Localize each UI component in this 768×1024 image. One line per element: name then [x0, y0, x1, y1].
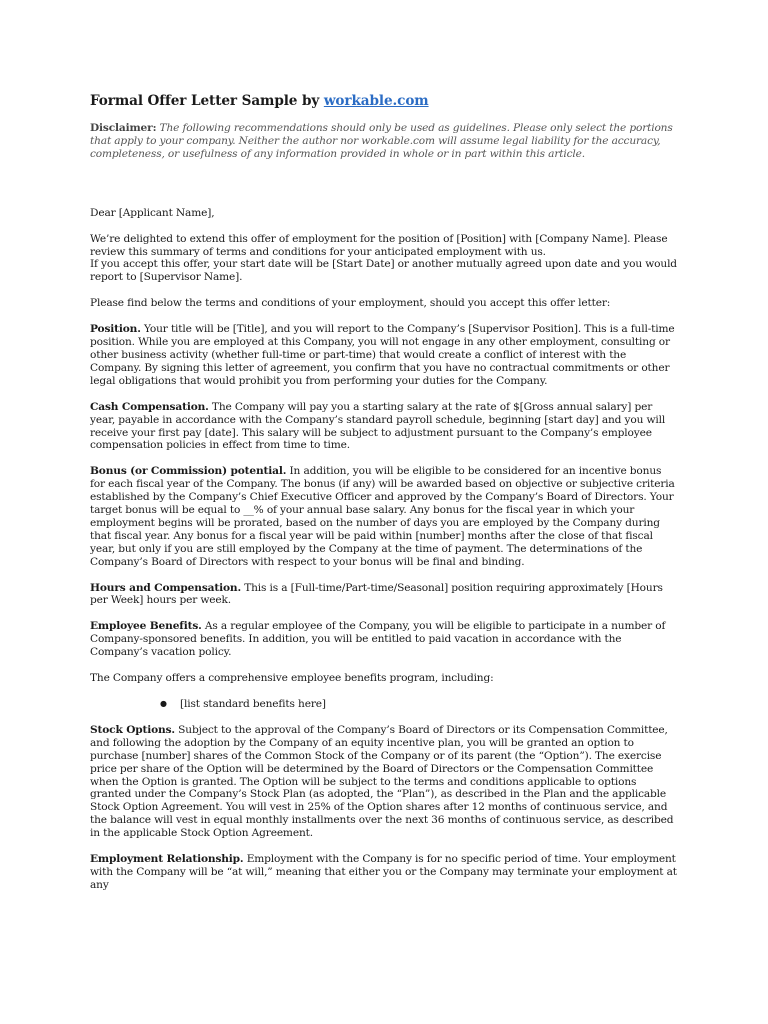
cash-compensation-section — [90, 401, 678, 453]
disclaimer-colon: : — [152, 122, 157, 134]
benefits-text: As a regular employee of the Company, you will be eligible to participate in a number of Company-sponsored benefits. In addition, you will be entitled to paid vacation in accordance with the Company’s vacation policy. — [90, 620, 666, 659]
hours-text: This is a [Full-time/Part-time/Seasonal] position requiring approximately [Hours per Week] hours per week. — [90, 581, 663, 607]
benefits-list — [90, 698, 678, 711]
list-item: ● [list standard benefits here] — [160, 698, 678, 711]
disclaimer-paragraph — [90, 122, 678, 161]
position-text: Your title will be [Title], and you will report to the Company’s [Supervisor Position]. This is a full-time position. While you are employed at this Company, you will not engage in any other employment, consulting or other business activity (whether full-time or part-time) that would create a conflict of interest with the Company. By signing this letter of agreement, you confirm that you have no contractual commitments or other legal obligations that would prohibit you from performing your duties for the Company. — [90, 323, 675, 387]
document-title — [90, 92, 678, 110]
workable-link[interactable]: workable.com — [323, 93, 429, 109]
hours-heading: Hours and Compensation. — [90, 581, 241, 594]
position-heading: Position. — [90, 323, 141, 336]
disclaimer-text: The following recommendations should only be used as guidelines. Please only select the portions that apply to your company. Neither the author nor workable.com will assume legal liability for the accuracy, completeness, or usefulness of any information provided in whole or in part within this article. — [90, 122, 673, 160]
stock-options-text: Subject to the approval of the Company’s Board of Directors or its Compensation Committee, and following the adoption by the Company of an equity incentive plan, you will be granted an option to purchase [number] shares of the Common Stock of the Company or of its parent (the “Option”). The exercise price per share of the Option will be determined by the Board of Directors or the Compensation Committee when the Option is granted. The Option will be subject to the terms and conditions applicable to options granted under the Company’s Stock Plan (as adopted, the “Plan”), as described in the Plan and the applicable Stock Option Agreement. You will vest in 25% of the Option shares after 12 months of continuous service, and the balance will vest in equal monthly installments over the next 36 months of continuous service, as described in the applicable Stock Option Agreement. — [90, 723, 674, 840]
employment-relationship-text: Employment with the Company is for no specific period of time. Your employment with the Company will be “at will,” meaning that either you or the Company may terminate your employment at any — [90, 853, 677, 891]
cash-compensation-text: The Company will pay you a starting salary at the rate of $[Gross annual salary] per year, payable in accordance with the Company’s standard payroll schedule, beginning [start day] and you will receive your first pay [date]. This salary will be subject to adjustment pursuant to the Company’s employee compensation policies in effect from time to time. — [90, 400, 666, 452]
bonus-section — [90, 465, 678, 568]
intro-paragraph: We’re delighted to extend this offer of employment for the position of [Position] with [Company Name]. Please review this summary of terms and conditions for your anticipated employment with us. — [90, 232, 668, 258]
bonus-text: In addition, you will be eligible to be considered for an incentive bonus for each fiscal year of the Company. The bonus (if any) will be awarded based on objective or subjective criteria established by the Company’s Chief Executive Officer and approved by the Company’s Board of Directors. Your target bonus will be equal to __% of your annual base salary. Any bonus for the fiscal year in which your employment begins will be prorated, based on the number of days you are employed by the Company during that fiscal year. Any bonus for a fiscal year will be paid within [number] months after the close of that fiscal year, but only if you are still employed by the Company at the time of payment. The determinations of the Company’s Board of Directors with respect to your bonus will be final and binding. — [90, 465, 675, 568]
start-date-paragraph: If you accept this offer, your start date will be [Start Date] or another mutually agreed upon date and you would report to [Supervisor Name]. — [90, 258, 677, 284]
cash-compensation-heading: Cash Compensation. — [90, 400, 209, 413]
hours-section — [90, 582, 678, 608]
stock-options-heading: Stock Options. — [90, 723, 175, 736]
benefits-program-paragraph: The Company offers a comprehensive employee benefits program, including: — [90, 672, 494, 685]
title-text: Formal Offer Letter Sample by — [90, 93, 320, 109]
benefits-section — [90, 620, 678, 659]
bonus-heading: Bonus (or Commission) potential. — [90, 465, 287, 478]
benefits-heading: Employee Benefits. — [90, 620, 202, 633]
employment-relationship-heading: Employment Relationship. — [90, 853, 244, 866]
employment-relationship-section — [90, 853, 678, 892]
disclaimer-label: Disclaimer — [90, 122, 153, 134]
salutation: Dear [Applicant Name], — [90, 206, 215, 219]
terms-intro-paragraph: Please find below the terms and conditions of your employment, should you accept this offer letter: — [90, 297, 611, 310]
stock-options-section — [90, 724, 678, 840]
position-section — [90, 323, 678, 388]
